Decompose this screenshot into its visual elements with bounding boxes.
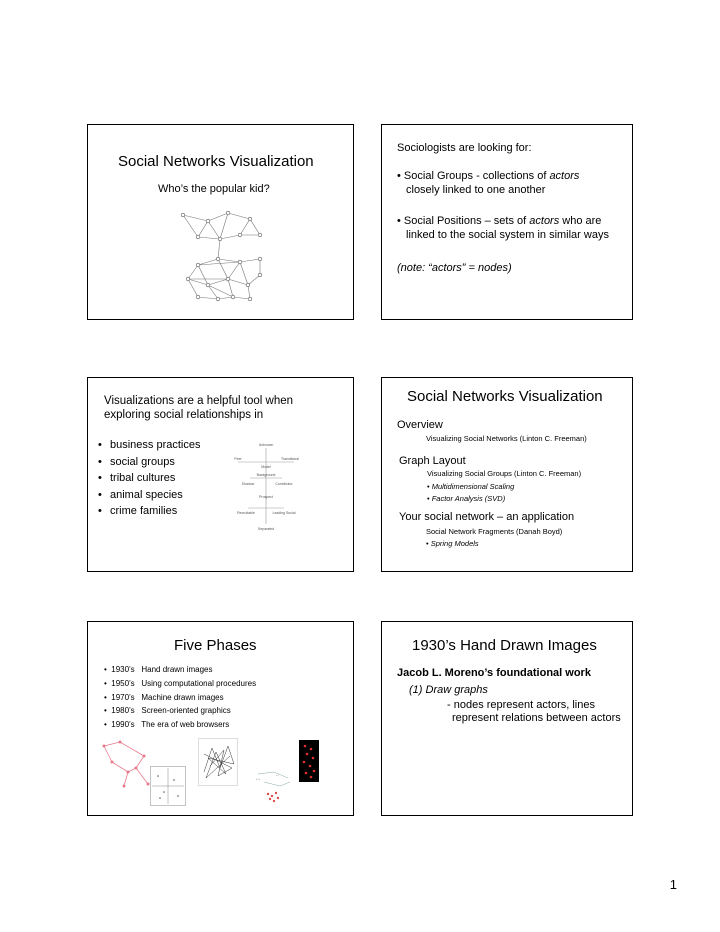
phase-description: Machine drawn images xyxy=(141,692,224,702)
diagram-label: Recruitable xyxy=(237,511,255,515)
list-item: • 1970’s Machine drawn images xyxy=(104,692,224,702)
list-item: • social groups xyxy=(98,454,201,471)
phase-description: Screen-oriented graphics xyxy=(141,706,231,716)
phase-decade: 1990’s xyxy=(111,720,135,730)
page-number: 1 xyxy=(669,877,677,892)
spring-models-bullet: • Spring Models xyxy=(426,539,479,548)
slide6-title: 1930’s Hand Drawn Images xyxy=(412,637,597,654)
application-heading: Your social network – an application xyxy=(399,511,575,523)
slide3-heading-line2: exploring social relationships in xyxy=(104,409,264,421)
nodes-description-line2: represent relations between actors xyxy=(452,712,621,724)
phase-description: Hand drawn images xyxy=(141,665,213,674)
diagram-label: Unknown xyxy=(258,443,274,447)
social-groups-text: Social Groups - collections of xyxy=(403,170,550,182)
application-list xyxy=(98,437,201,520)
diagram-label: Contributor xyxy=(275,482,293,486)
slide5-title: Five Phases xyxy=(174,637,257,654)
list-item: • tribal cultures xyxy=(98,470,201,487)
spring-models-text: Spring Models xyxy=(430,539,479,548)
web-browser-thumbnail xyxy=(299,740,319,782)
slide-five-phases xyxy=(87,621,354,816)
graph-layout-reference: Visualizing Social Groups (Linton C. Freeman) xyxy=(427,469,582,478)
overview-reference: Visualizing Social Networks (Linton C. Freeman) xyxy=(426,434,587,443)
hand-drawn-graph-thumbnail xyxy=(100,738,152,790)
phase-list xyxy=(104,663,256,732)
social-positions-bullet: • Social Positions – sets of actors who are xyxy=(397,215,602,227)
social-groups-line2: closely linked to one another xyxy=(406,184,546,196)
svd-bullet: • Factor Analysis (SVD) xyxy=(427,494,506,503)
social-groups-bullet: • Social Groups - collections of actors xyxy=(397,170,580,182)
list-item: • animal species xyxy=(98,487,201,504)
list-item: • 1980’s Screen-oriented graphics xyxy=(104,706,231,716)
svg-text:• • •: • • • xyxy=(256,778,261,781)
phase-decade: 1930’s xyxy=(111,665,135,674)
social-roles-diagram xyxy=(228,440,304,536)
application-reference: Social Network Fragments (Danah Boyd) xyxy=(426,527,563,536)
social-positions-text: Social Positions – sets of xyxy=(403,215,530,227)
graph-layout-heading: Graph Layout xyxy=(399,455,466,467)
svd-text: Factor Analysis (SVD) xyxy=(431,494,506,503)
slide-sociologists-looking-for xyxy=(381,124,633,320)
computational-plot-thumbnail xyxy=(150,766,186,806)
overview-heading: Overview xyxy=(397,419,443,431)
list-item: • 1930’s Hand drawn images xyxy=(104,665,213,674)
social-positions-line2: linked to the social system in similar ways xyxy=(406,229,609,241)
diagram-label: Prospect xyxy=(259,495,273,499)
diagram-label: Shadow xyxy=(241,482,255,486)
actors-note: (note: “actors” = nodes) xyxy=(397,262,512,274)
network-graph-figure xyxy=(178,207,268,307)
actors-emphasis: actors xyxy=(529,215,560,227)
list-item: • crime families xyxy=(98,503,201,520)
slide1-subtitle: Who’s the popular kid? xyxy=(158,183,270,195)
list-item: • 1950’s Using computational procedures xyxy=(104,678,257,688)
phase-decade: 1970’s xyxy=(111,692,135,702)
diagram-label: Peer xyxy=(234,457,242,461)
social-positions-post: who are xyxy=(559,215,602,227)
diagram-label: Separated xyxy=(257,527,275,531)
diagram-label: Model xyxy=(261,465,271,469)
phase-decade: 1950’s xyxy=(111,678,135,688)
screen-graphics-thumbnail xyxy=(254,768,294,804)
moreno-heading: Jacob L. Moreno’s foundational work xyxy=(397,667,591,679)
slide4-title: Social Networks Visualization xyxy=(407,388,603,405)
diagram-label: Transitional xyxy=(281,457,299,461)
phase-description: The era of web browsers xyxy=(141,720,230,730)
machine-drawn-thumbnail xyxy=(198,738,238,786)
slide3-heading-line1: Visualizations are a helpful tool when xyxy=(104,395,294,407)
svg-text:• •: • • xyxy=(276,774,279,777)
list-item: • business practices xyxy=(98,437,201,454)
nodes-description-line1: - nodes represent actors, lines xyxy=(447,699,595,711)
diagram-label: Leading Social xyxy=(272,511,296,515)
phase-description: Using computational procedures xyxy=(141,678,257,688)
list-item: • 1990’s The era of web browsers xyxy=(104,720,230,730)
slide2-heading: Sociologists are looking for: xyxy=(397,142,532,154)
draw-graphs-item: (1) Draw graphs xyxy=(409,684,488,696)
diagram-label: Background xyxy=(256,473,276,477)
actors-emphasis: actors xyxy=(549,170,580,182)
slide-social-networks-overview xyxy=(381,377,633,572)
slide1-title: Social Networks Visualization xyxy=(118,153,314,170)
phase-decade: 1980’s xyxy=(111,706,135,716)
slide-hand-drawn-images xyxy=(381,621,633,816)
mds-bullet: • Multidimensional Scaling xyxy=(427,482,515,491)
slide-visualizations-helpful-tool xyxy=(87,377,354,572)
mds-text: Multidimensional Scaling xyxy=(431,482,515,491)
slide-social-networks-visualization xyxy=(87,124,354,320)
